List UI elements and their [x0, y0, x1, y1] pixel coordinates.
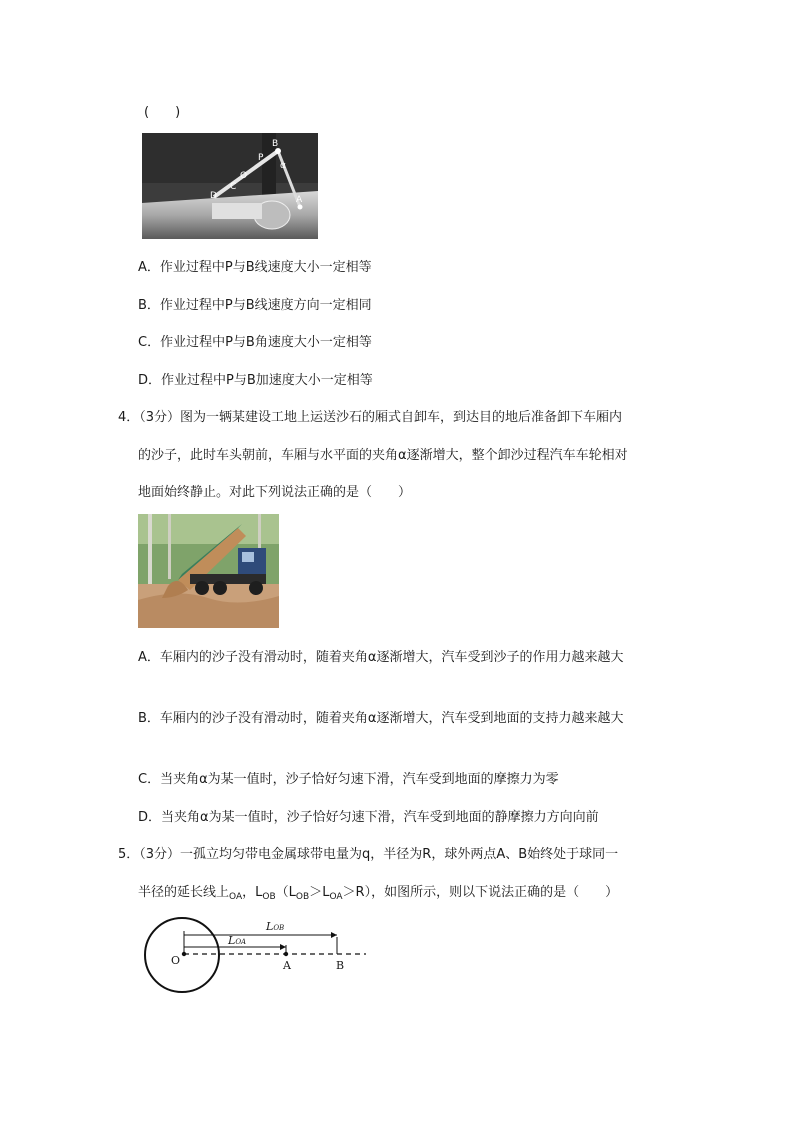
label-alpha: α	[280, 161, 286, 171]
label-l-oa-l: L	[228, 934, 236, 947]
q5-sub-ob-2: OB	[295, 892, 310, 902]
q4-option-c: C．当夹角α为某一值时，沙子恰好匀速下滑，汽车受到地面的摩擦力为零	[138, 772, 559, 787]
q4-stem-line2: 的沙子，此时车头朝前，车厢与水平面的夹角α逐渐增大，整个卸沙过程汽车车轮相对	[138, 448, 628, 463]
q3-option-b: B．作业过程中P与B线速度方向一定相同	[138, 298, 372, 313]
label-d: D	[210, 191, 217, 201]
q4-option-d: D．当夹角α为某一值时，沙子恰好匀速下滑，汽车受到地面的静摩擦力方向向前	[138, 810, 599, 825]
label-a: A	[283, 959, 291, 972]
q5-stem-line2	[138, 881, 618, 902]
q5-sub-ob: OB	[262, 892, 276, 902]
label-l-ob-l: L	[266, 920, 274, 933]
q4-stem-line1: 4．（3分）图为一辆某建设工地上运送沙石的厢式自卸车，到达目的地后准备卸下车厢内	[118, 410, 623, 425]
q5-text-b: ，如图所示，则以下说法正确的是（ ）	[371, 885, 619, 900]
label-l-oa-sub: OA	[235, 938, 247, 946]
q5-sub-oa: OA	[229, 892, 243, 902]
q5-sub-oa-2: OA	[329, 892, 343, 902]
crane-arm-photo	[142, 133, 318, 239]
q5-l-oa: L	[322, 885, 330, 900]
dump-truck-illustration	[138, 514, 279, 628]
q5-gt: ＞	[309, 885, 323, 900]
q5-l-ob-2: L	[288, 885, 296, 900]
sphere-diagram	[140, 915, 380, 997]
label-b: B	[272, 139, 279, 149]
dump-truck-photo	[138, 514, 279, 628]
q5-sep: ，	[242, 885, 256, 900]
q5-gt-r: ＞R）	[342, 885, 372, 900]
q5-l-ob: L	[255, 885, 263, 900]
label-a: A	[296, 195, 303, 205]
label-l-ob-sub: OB	[273, 924, 285, 932]
q4-stem-line3: 地面始终静止。对此下列说法正确的是（ ）	[138, 485, 412, 500]
label-l-oa	[228, 934, 246, 947]
q5-paren-open: （	[275, 885, 289, 900]
label-p: P	[258, 153, 264, 163]
q5-text-a: 半径的延长线上	[138, 885, 230, 900]
label-o: O	[240, 171, 248, 181]
label-o: O	[171, 954, 181, 967]
q4-option-b: B．车厢内的沙子没有滑动时，随着夹角α逐渐增大，汽车受到地面的支持力越来越大	[138, 711, 624, 726]
q3-answer-blank: ( )	[144, 105, 181, 120]
q4-option-a: A．车厢内的沙子没有滑动时，随着夹角α逐渐增大，汽车受到沙子的作用力越来越大	[138, 650, 624, 665]
label-c: C	[230, 182, 237, 192]
q3-option-a: A．作业过程中P与B线速度大小一定相等	[138, 260, 372, 275]
q3-option-c: C．作业过程中P与B角速度大小一定相等	[138, 335, 372, 350]
label-b: B	[336, 959, 345, 972]
label-l-ob	[266, 920, 284, 933]
q5-stem-line1: 5．（3分）一孤立均匀带电金属球带电量为q，半径为R，球外两点A、B始终处于球同一	[118, 847, 619, 862]
q3-option-d: D．作业过程中P与B加速度大小一定相等	[138, 373, 373, 388]
